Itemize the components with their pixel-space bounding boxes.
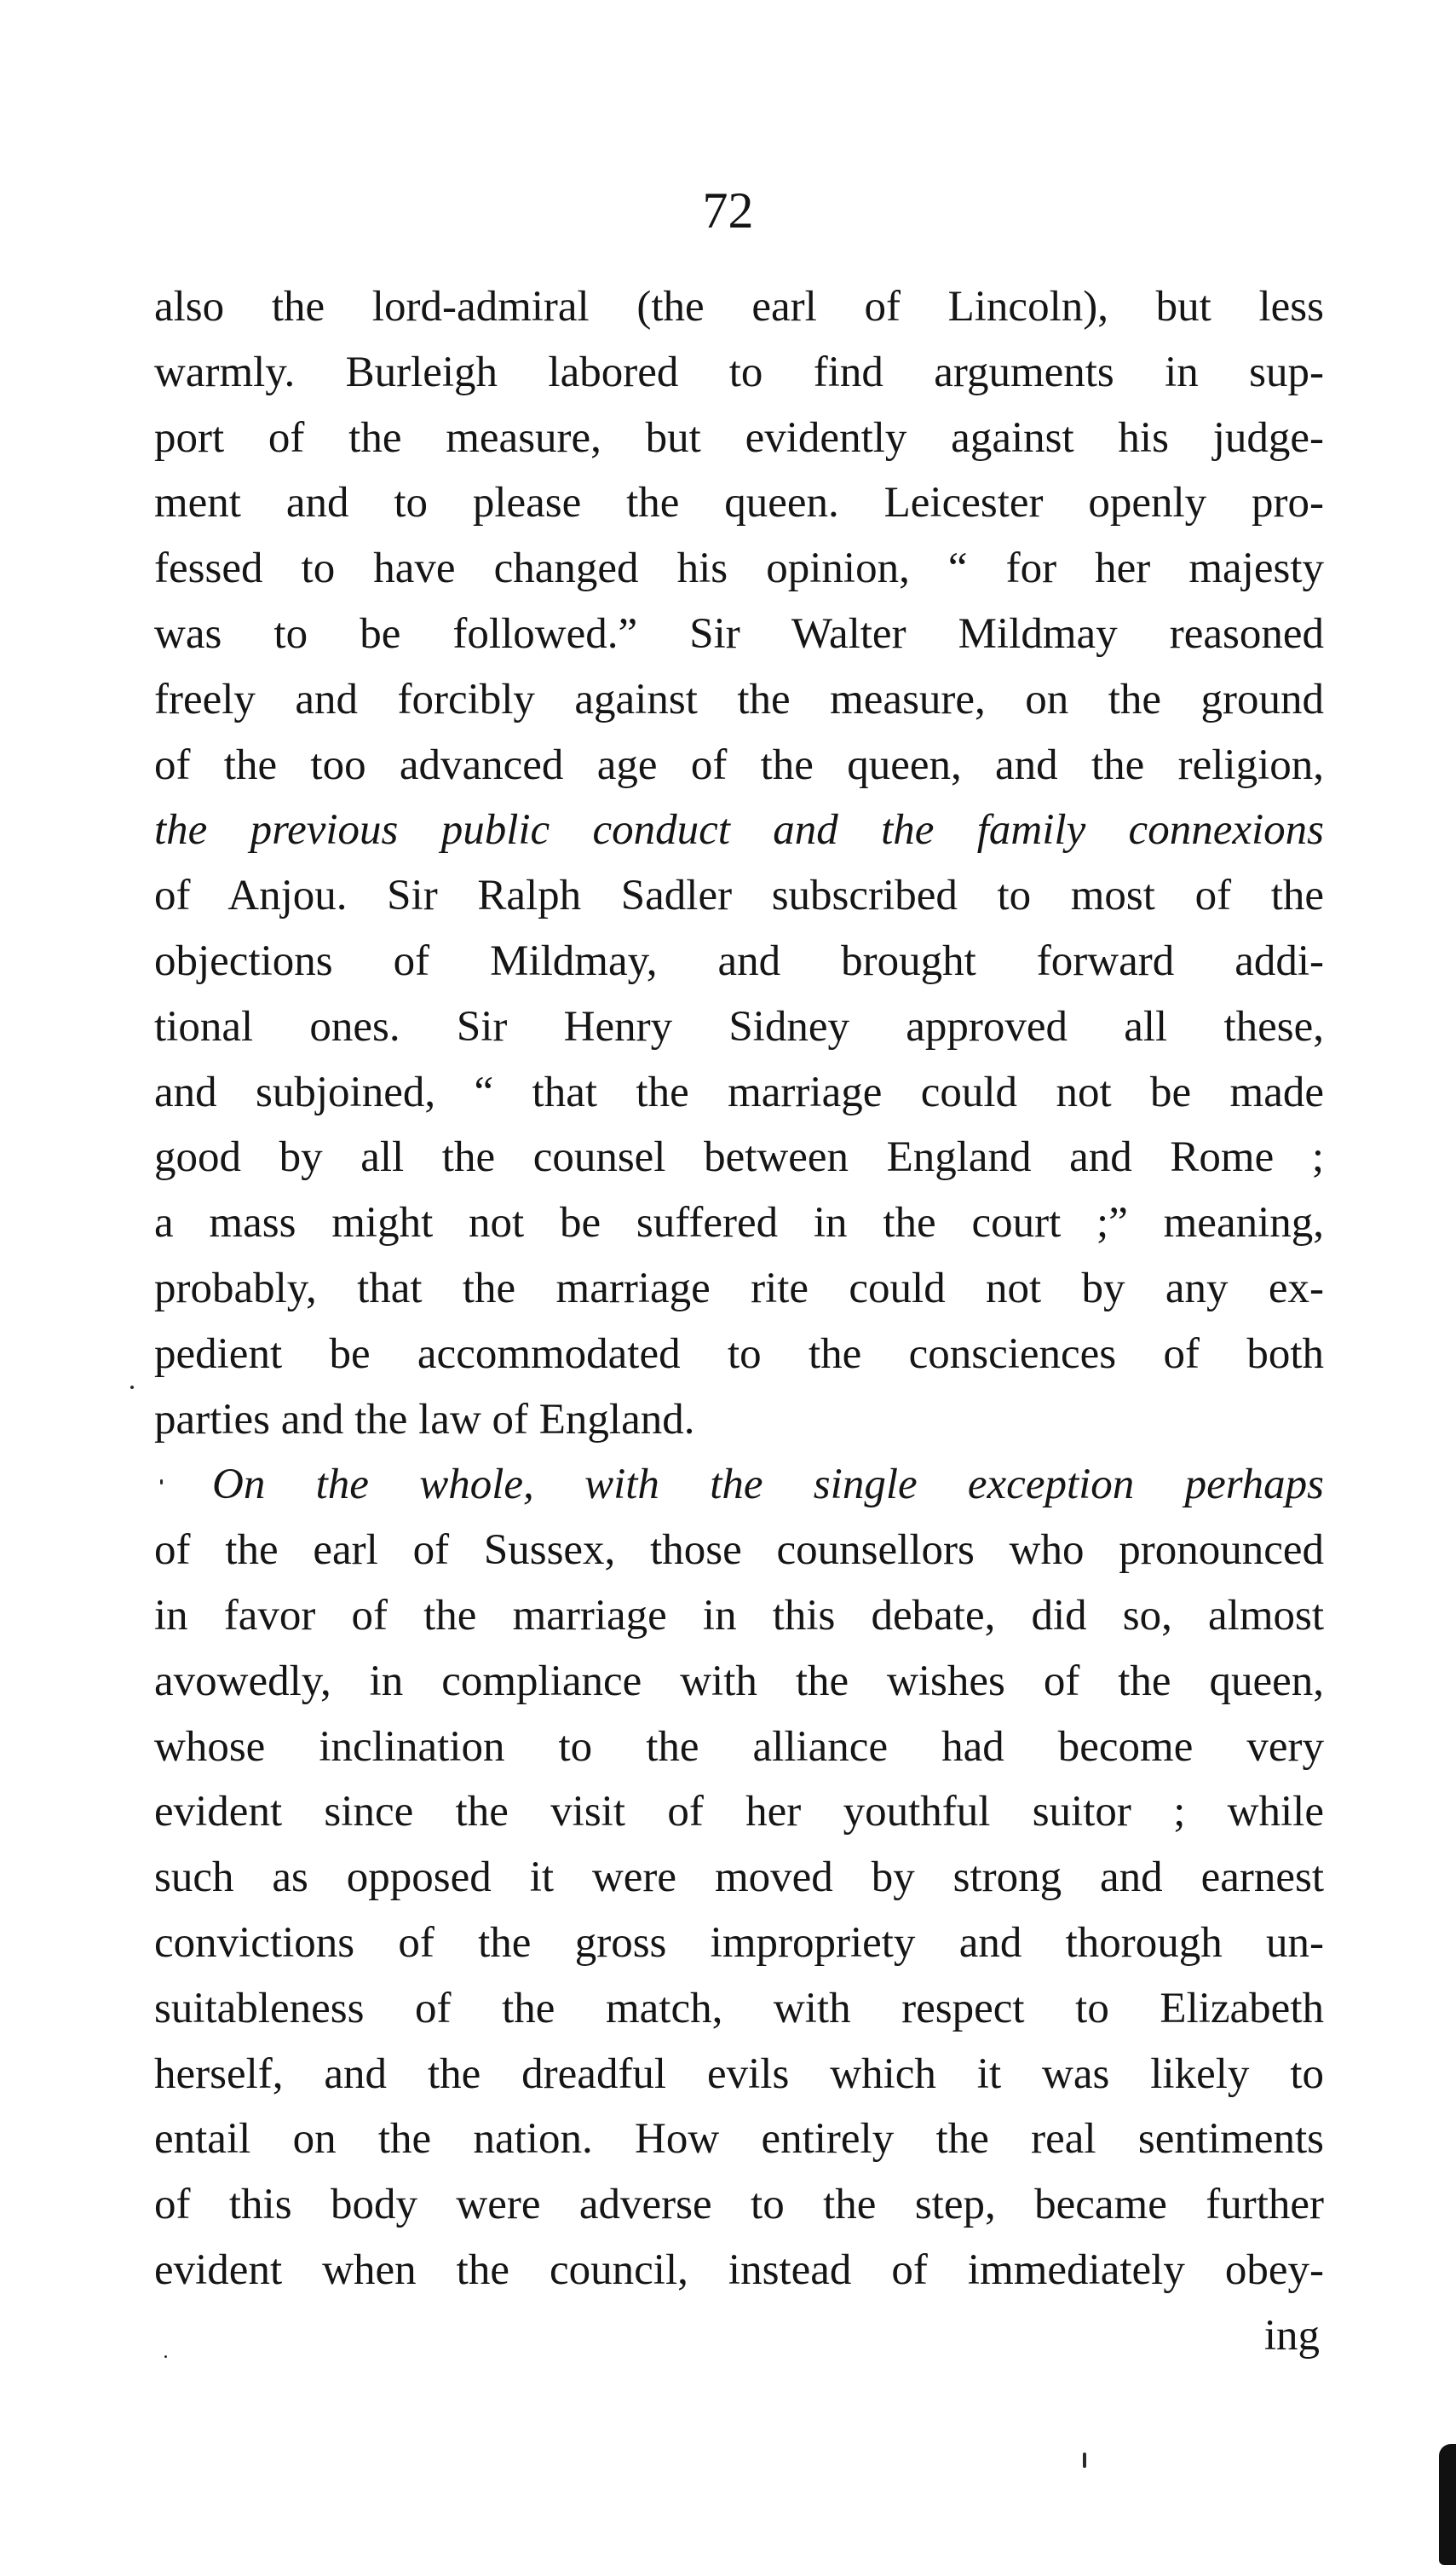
text-line: and subjoined, “ that the marriage could not be made [154,1068,1324,1116]
text-line: evident since the visit of her youthful suitor ; while [154,1788,1324,1836]
text-line: was to be followed.” Sir Walter Mildmay reasoned [154,609,1324,658]
text-line: probably, that the marriage rite could not by any ex- [154,1264,1324,1312]
text-line: port of the measure, but evidently against his judge- [154,413,1324,462]
text-line: a mass might not be suffered in the court ;” meaning, [154,1199,1324,1248]
text-line: good by all the counsel between England and Rome ; [154,1133,1324,1182]
text-line: of the earl of Sussex, those counsellors who pronounced [154,1526,1324,1575]
scan-speck [164,2355,167,2358]
text-line: whose inclination to the alliance had become very [154,1722,1324,1771]
text-line: of Anjou. Sir Ralph Sadler subscribed to most of the [154,872,1324,920]
text-line: pedient be accommodated to the consciences of both [154,1329,1324,1378]
text-line: such as opposed it were moved by strong and earnest [154,1853,1324,1902]
text-line: the previous public conduct and the family connexions [154,806,1324,855]
text-line: freely and forcibly against the measure, on the ground [154,675,1324,723]
page-edge-shadow [1439,2444,1456,2565]
text-line: of this body were adverse to the step, became further [154,2181,1324,2229]
paragraph-2 [154,1452,1324,2303]
text-line: suitableness of the match, with respect to Elizabeth [154,1984,1324,2032]
text-line: evident when the council, instead of immediately obey- [154,2245,1324,2294]
paragraph-1 [154,274,1324,1452]
text-line: objections of Mildmay, and brought forward addi- [154,937,1324,985]
scan-speck [160,1479,163,1484]
page-body [154,274,1324,2369]
text-line: On the whole, with the single exception perhaps [212,1461,1324,1509]
text-line: entail on the nation. How entirely the real sentiments [154,2115,1324,2164]
text-line: ment and to please the queen. Leicester openly pro- [154,479,1324,527]
scan-speck [1083,2453,1086,2468]
text-line: convictions of the gross impropriety and thorough un- [154,1918,1324,1967]
scan-speck [130,1386,134,1389]
text-line: parties and the law of England. [154,1395,695,1444]
text-line: of the too advanced age of the queen, and the religion, [154,741,1324,789]
catchword: ing [1263,2311,1320,2360]
text-line: avowedly, in compliance with the wishes of the queen, [154,1657,1324,1705]
text-line: fessed to have changed his opinion, “ for her majesty [154,545,1324,593]
text-line: also the lord-admiral (the earl of Lincoln), but less [154,283,1324,331]
text-line: tional ones. Sir Henry Sidney approved all these, [154,1002,1324,1051]
text-line: in favor of the marriage in this debate, did so, almost [154,1591,1324,1640]
text-line: warmly. Burleigh labored to find arguments in sup- [154,348,1324,396]
text-line: herself, and the dreadful evils which it was likely to [154,2049,1324,2098]
page-number: 72 [702,182,754,239]
